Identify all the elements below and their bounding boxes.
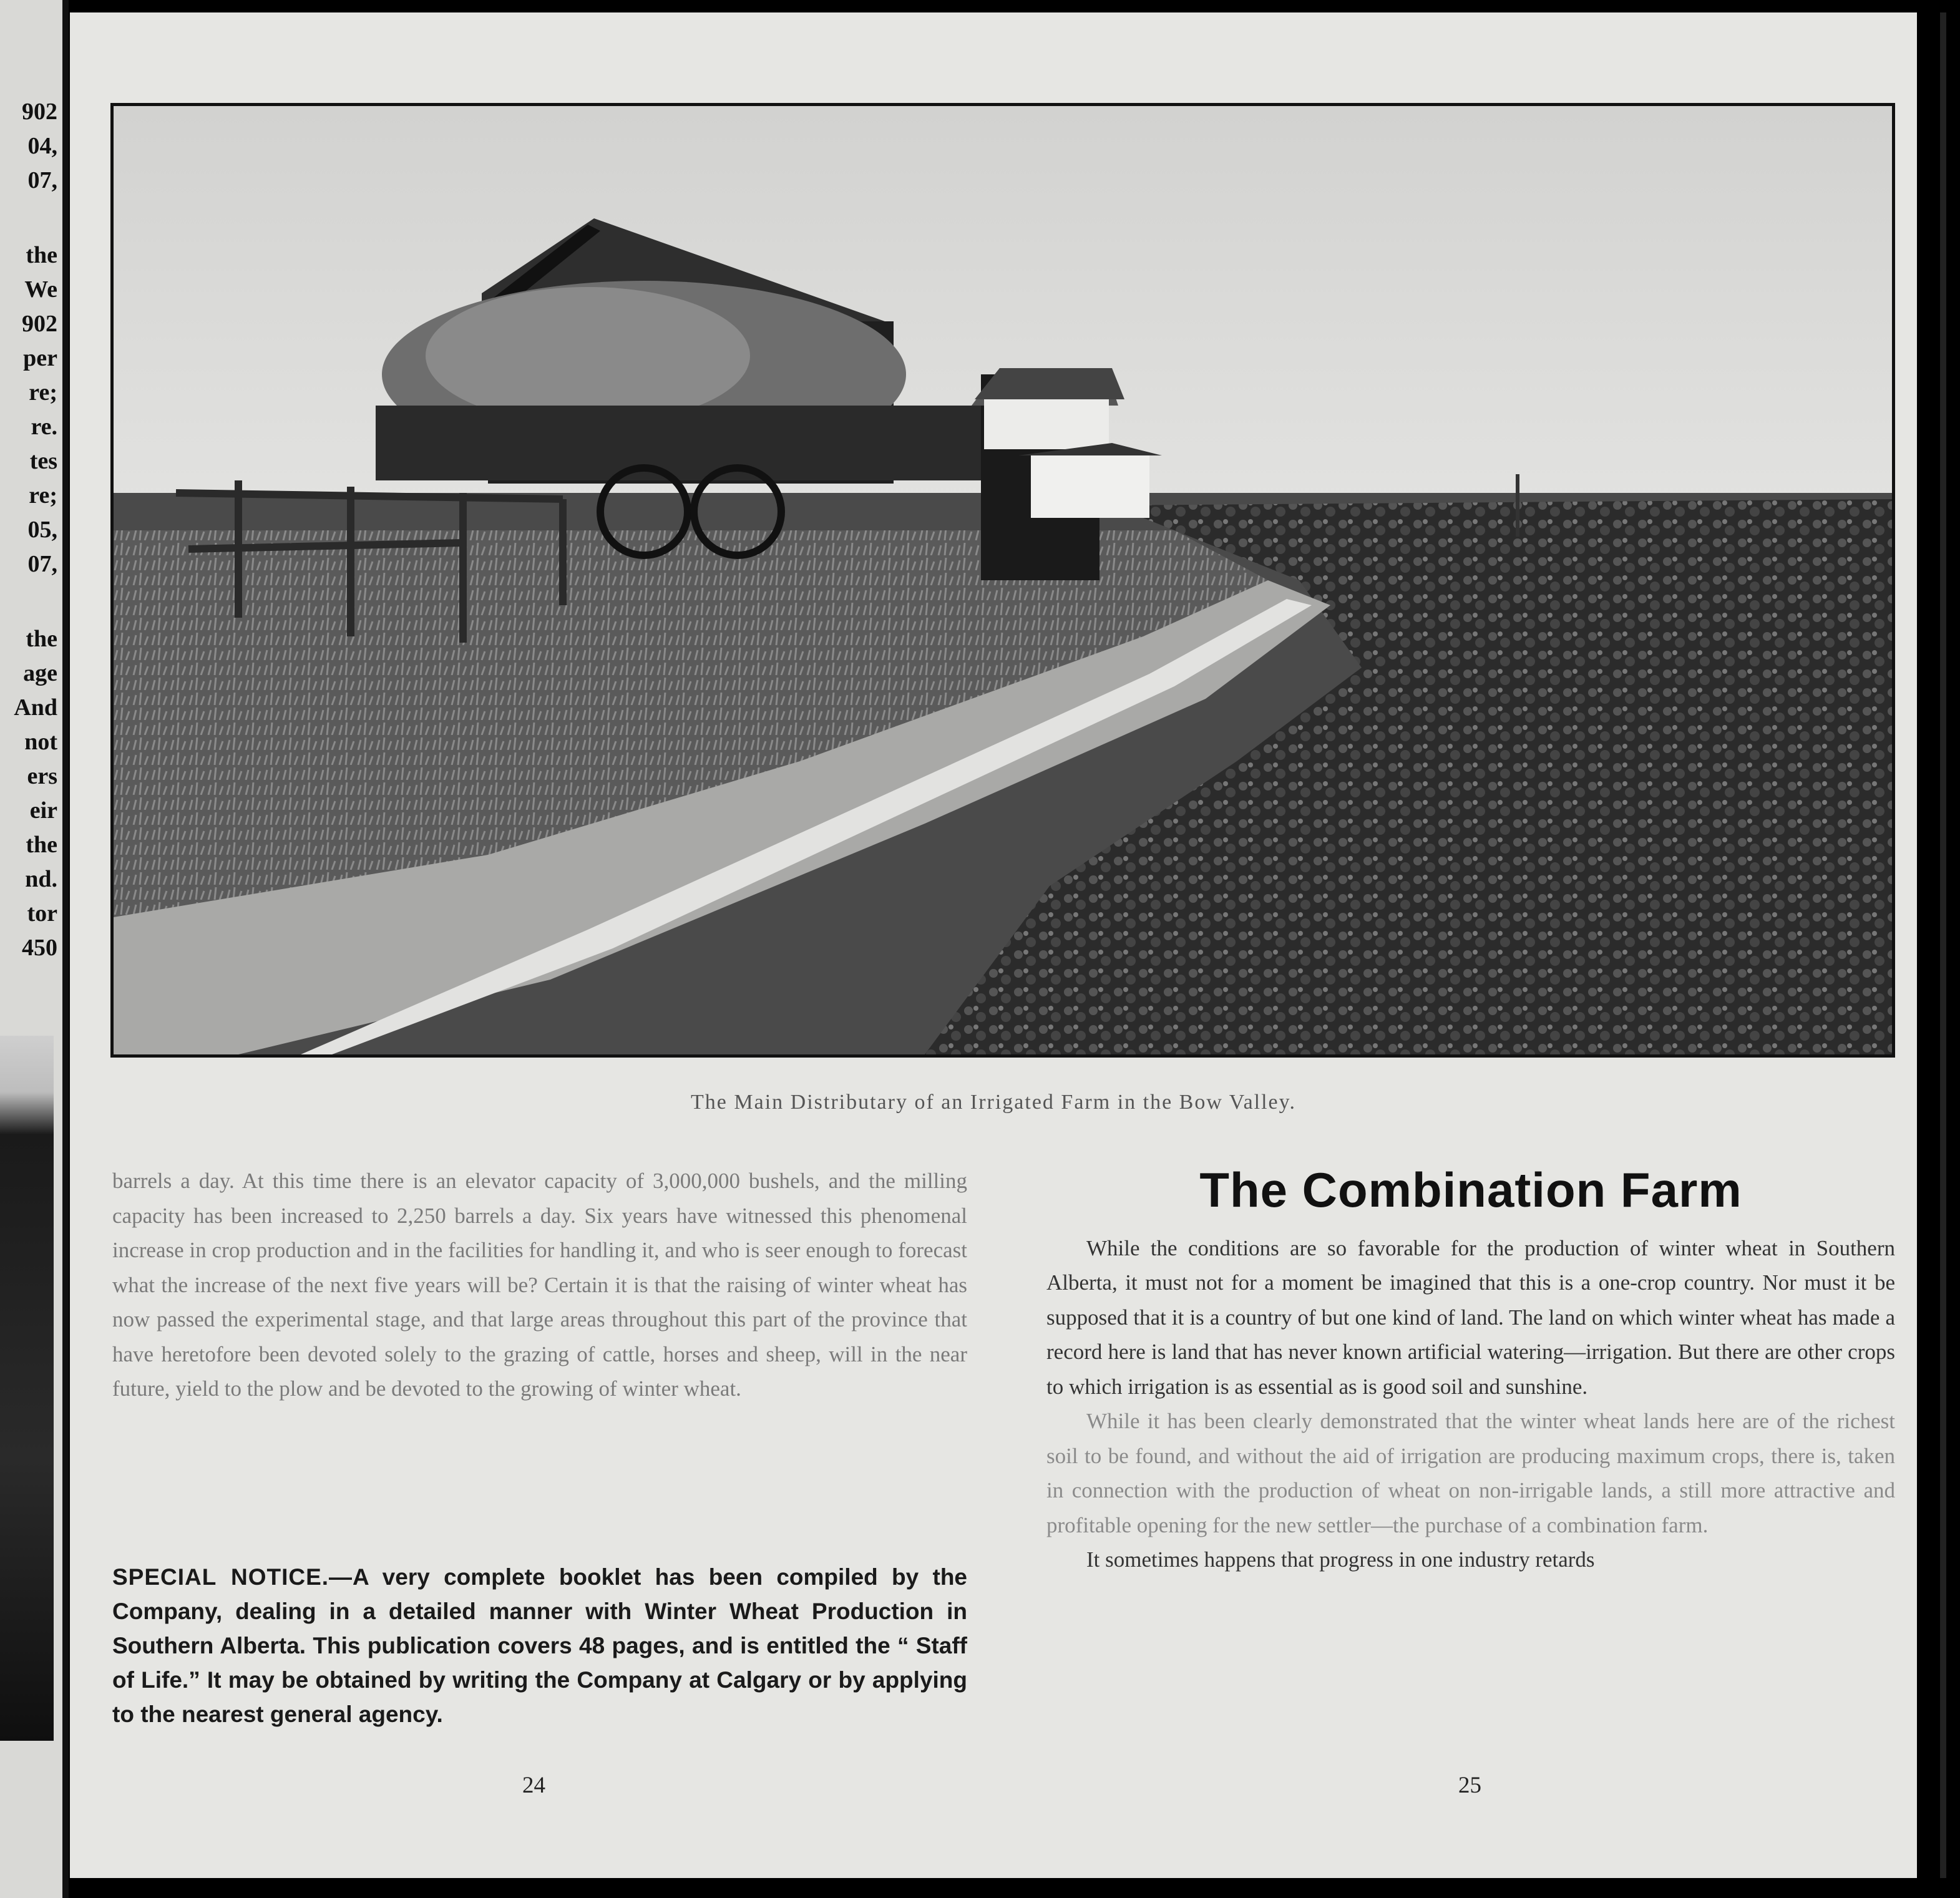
adjacent-page-fragment: not: [24, 729, 57, 755]
adjacent-page-fragment: re;: [29, 482, 57, 509]
adjacent-page-fragment: tor: [27, 900, 57, 927]
magazine-spread: [70, 12, 1917, 1878]
adjacent-page-fragment: per: [23, 345, 57, 371]
special-notice-lead: SPECIAL NOTICE.—: [112, 1564, 353, 1590]
adjacent-page-fragment: 902: [22, 311, 57, 337]
adjacent-page-fragment: We: [24, 276, 57, 303]
adjacent-page-fragment: the: [26, 832, 57, 858]
adjacent-page-fragment: eir: [29, 797, 57, 824]
page-number-left: 24: [522, 1773, 545, 1798]
adjacent-page-photo-edge: [0, 1036, 54, 1741]
right-column-text: [1046, 1164, 1895, 1577]
right-paragraph-3: It sometimes happens that progress in one industry retards: [1086, 1547, 1595, 1572]
adjacent-page-fragment: nd.: [25, 866, 57, 892]
adjacent-page-fragment: re;: [29, 379, 57, 406]
adjacent-page-fragment: tes: [29, 448, 57, 474]
adjacent-page-fragment: 902: [22, 99, 57, 125]
adjacent-page-fragment: 07,: [27, 167, 57, 193]
page-number-right: 25: [1458, 1773, 1481, 1798]
left-column-text: [112, 1164, 967, 1406]
adjacent-page-fragment: ers: [27, 763, 57, 789]
adjacent-page-fragment: 450: [22, 935, 57, 961]
farm-photograph-drawing: [114, 106, 1892, 1054]
adjacent-page-fragment: re.: [31, 414, 57, 440]
adjacent-page-fragment: 07,: [27, 551, 57, 577]
right-paragraph-2: While it has been clearly demonstrated that the winter wheat lands here are of the richest soil to be found, and without the aid of irrigation are producing maximum crops, there is, taken in connection with the production of wheat on non-irrigable lands, a still more attractive and profitable opening for the new settler—the purchase of a combination farm.: [1046, 1409, 1895, 1537]
adjacent-page-fragment: the: [26, 242, 57, 268]
special-notice-body: A very complete booklet has been compiled by the Company, dealing in a detailed manner with Winter Wheat Production in Southern Alberta. This publication covers 48 pages, and is entitled the “ Staff of Life.” It may be obtained by writing the Company at Calgary or by applying to the nearest general agency.: [112, 1564, 968, 1727]
article-heading: The Combination Farm: [1199, 1162, 1742, 1217]
farm-photograph: [110, 103, 1895, 1058]
photo-caption: The Main Distributary of an Irrigated Farm in the Bow Valley.: [691, 1091, 1296, 1114]
adjacent-page-fragment: 05,: [27, 517, 57, 543]
special-notice: [112, 1560, 967, 1731]
left-column-paragraph: barrels a day. At this time there is an elevator capacity of 3,000,000 bushels, and the milling capacity has been increased to 2,250 barrels a day. Six years have witnessed this phenomenal increase in crop production and in the facilities for handling it, and who is seer enough to forecast what the increase of the next five years will be? Certain it is that the raising of winter wheat has now passed the experimental stage, and that large areas throughout this part of the province that have heretofore been devoted solely to the grazing of cattle, horses and sheep, will in the near future, yield to the plow and be devoted to the growing of winter wheat.: [112, 1169, 967, 1401]
page-right-edge: [1940, 12, 1946, 1878]
adjacent-page-fragment: And: [14, 694, 57, 721]
adjacent-page-fragment: 04,: [27, 133, 57, 159]
right-paragraph-1: While the conditions are so favorable for the production of winter wheat in Southern Alberta, it must not for a moment be imagined that this is a one-crop country. Nor must it be supposed that it is a country of but one kind of land. The land on which winter wheat has made a record here is land that has never known artificial watering—irrigation. But there are other crops to which irrigation is as essential as is good soil and sunshine.: [1046, 1235, 1895, 1399]
adjacent-page-fragment: the: [26, 626, 57, 652]
adjacent-page-fragment: age: [23, 660, 57, 686]
